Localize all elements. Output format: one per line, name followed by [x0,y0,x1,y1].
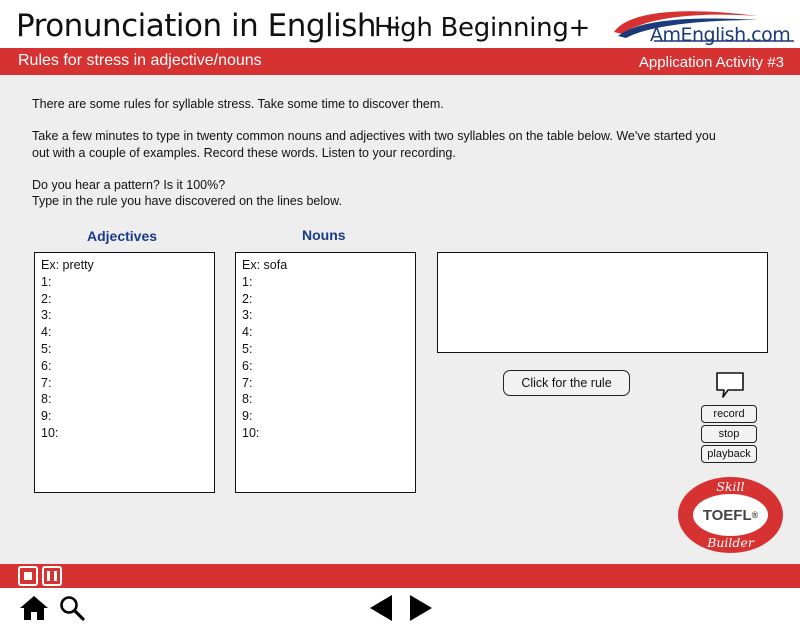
logo-text: AmEnglish.com [650,24,791,46]
list-item: Ex: sofa [242,258,288,272]
previous-arrow-icon[interactable] [368,594,394,622]
instruction-line: out with a couple of examples. Record these words. Listen to your recording. [32,146,456,160]
list-item: 9: [41,409,52,424]
home-icon[interactable] [18,595,50,621]
nouns-heading: Nouns [302,227,346,243]
adjectives-input-box[interactable] [34,252,215,493]
list-item: 1: [41,274,52,289]
list-item: 4: [242,325,253,340]
amenglish-logo [608,6,798,48]
badge-skill-text: Skill [716,479,745,494]
lesson-title: Rules for stress in adjective/nouns [18,52,262,69]
list-item: 8: [41,392,52,407]
course-level: High Beginning+ [374,13,591,43]
list-item: 3: [242,308,253,323]
list-item: 2: [242,291,253,306]
header [0,0,800,48]
list-item: 9: [242,409,253,424]
record-button[interactable]: record [701,405,757,423]
content-area [0,75,800,564]
badge-toefl-label: TOEFL [702,506,752,524]
list-item: 7: [242,375,253,390]
footer-nav [0,588,800,625]
toefl-skill-builder-badge [678,477,783,553]
instruction-line: Take a few minutes to type in twenty common nouns and adjectives with two syllables on the table below. We've started you [32,129,716,143]
stop-button[interactable]: stop [701,425,757,443]
list-item: 6: [41,358,52,373]
list-item: 10: [242,425,260,440]
list-item: 3: [41,308,52,323]
pause-icon [47,571,50,581]
list-item: 6: [242,358,253,373]
search-icon[interactable] [58,594,86,622]
list-item: 5: [242,341,253,356]
nouns-input-box[interactable] [235,252,416,493]
rule-input-box[interactable] [437,252,768,353]
stop-media-button[interactable] [18,566,38,586]
badge-builder-text: Builder [707,535,754,550]
registered-icon: ® [751,510,759,520]
instruction-line: There are some rules for syllable stress. Take some time to discover them. [32,97,444,111]
list-item: Ex: pretty [41,258,94,272]
list-item: 1: [242,274,253,289]
pause-media-button[interactable] [42,566,62,586]
list-item: 10: [41,425,59,440]
lesson-bar [0,48,800,75]
activity-label: Application Activity #3 [638,54,784,71]
pause-icon [54,571,57,581]
speech-bubble-icon[interactable] [714,370,746,400]
instruction-line: Type in the rule you have discovered on the lines below. [32,194,342,208]
instruction-line: Do you hear a pattern? Is it 100%? [32,178,226,192]
course-title: Pronunciation in English – [16,8,401,44]
list-item: 2: [41,291,52,306]
list-item: 8: [242,392,253,407]
list-item: 7: [41,375,52,390]
footer-control-bar [0,564,800,588]
adjectives-heading: Adjectives [87,228,158,244]
list-item: 5: [41,341,52,356]
playback-button[interactable]: playback [701,445,757,463]
stop-square-icon [24,572,32,580]
click-for-rule-button[interactable]: Click for the rule [503,370,630,396]
next-arrow-icon[interactable] [408,594,434,622]
list-item: 4: [41,325,52,340]
badge-toefl-text [693,494,768,536]
